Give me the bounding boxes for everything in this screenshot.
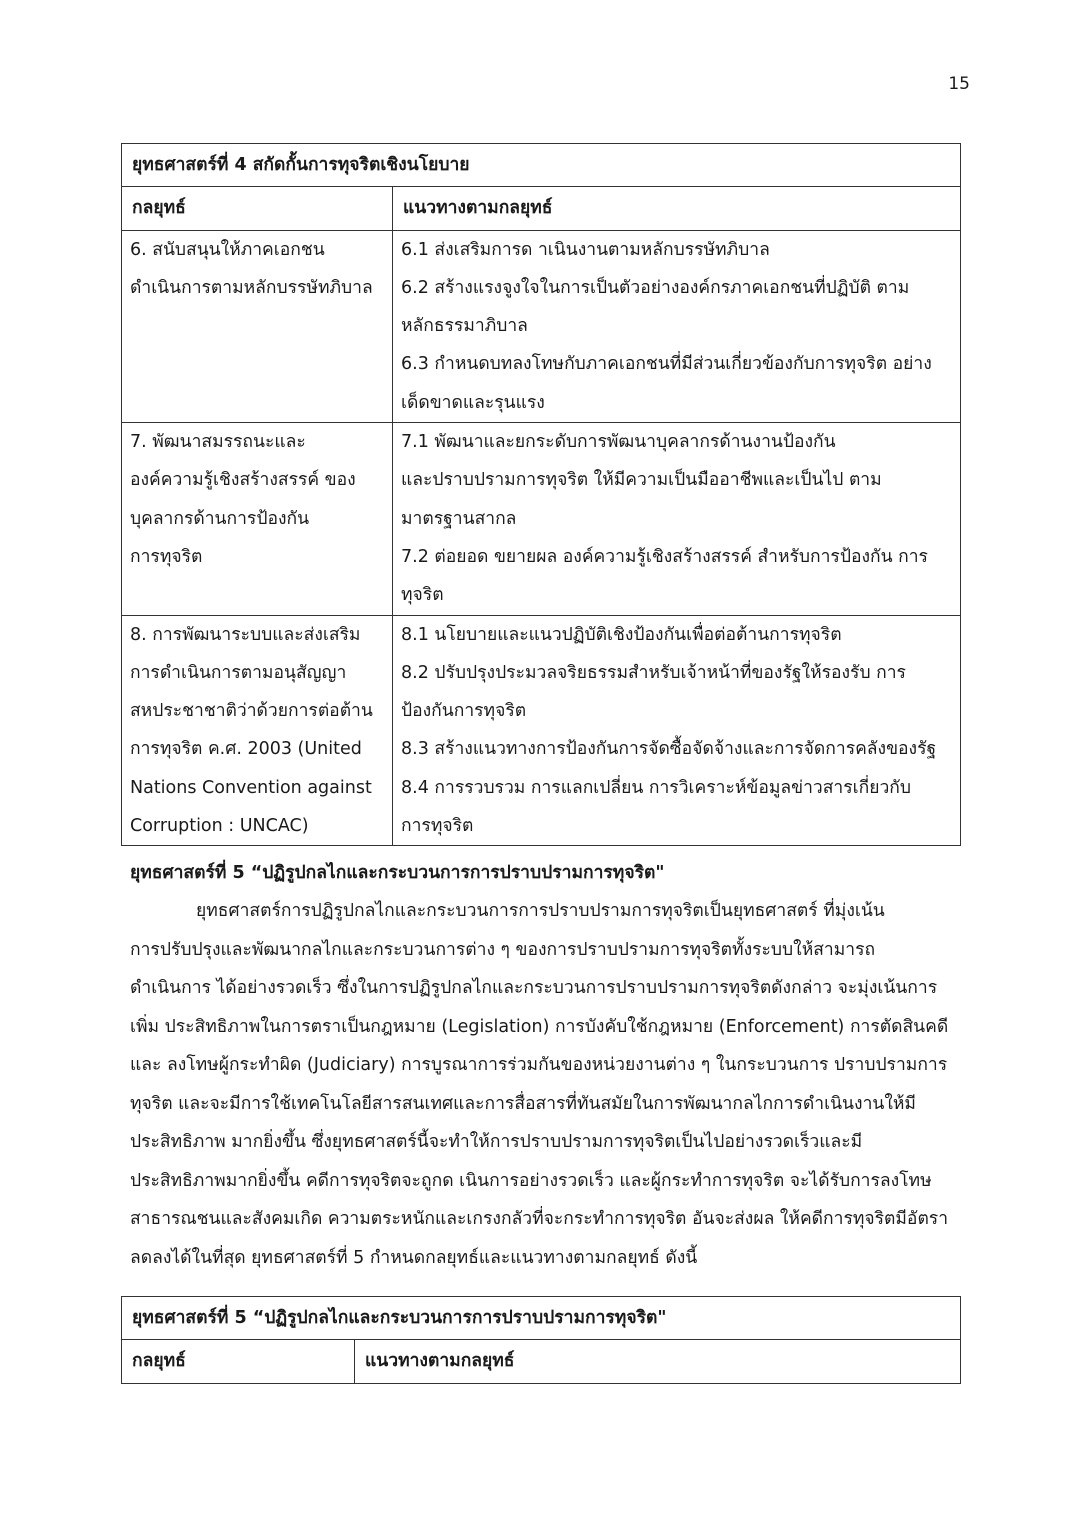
paragraph-line: ลดลงได้ในที่สุด ยุทธศาสตร์ที่ 5 กำหนดกลยุทธ์และแนวทางตามกลยุทธ์ ดังนี้ [130,1247,698,1268]
strategy-line: Corruption : UNCAC) [130,816,309,837]
strategy-line: องค์ความรู้เชิงสร้างสรรค์ ของ [130,470,356,491]
guideline-line: ทุจริต [401,585,444,606]
paragraph-line: การปรับปรุงและพัฒนากลไกและกระบวนการต่าง ๆ ของการปราบปรามการทุจริตทั้งระบบให้สามารถ [130,939,876,960]
guideline-line: หลักธรรมาภิบาล [401,316,528,337]
guideline-line: และปราบปรามการทุจริต ให้มีความเป็นมืออาชีพและเป็นไป ตาม [401,470,882,491]
guideline-line: 7.1 พัฒนาและยกระดับการพัฒนาบุคลากรด้านงานป้องกัน [401,432,836,453]
strategy-line: การทุจริต ค.ศ. 2003 (United [130,739,362,760]
paragraph-line: ดำเนินการ ได้อย่างรวดเร็ว ซึ่งในการปฏิรูปกลไกและกระบวนการปราบปรามการทุจริตดังกล่าว จะมุ่งเน้นการ [130,978,938,998]
strategy-cell [122,423,393,615]
section-heading: ยุทธศาสตร์ที่ 5 “ปฏิรูปกลไกและกระบวนการการปราบปรามการทุจริต" [130,863,665,883]
strategy-line: สหประชาชาติว่าด้วยการต่อต้าน [130,701,373,722]
guideline-line: มาตรฐานสากล [401,508,517,529]
table-row [122,230,961,422]
strategy-line: บุคลากรด้านการป้องกัน [130,508,310,529]
guidelines-cell [393,423,961,615]
page-number: 15 [948,74,970,94]
strategy-4-table [121,143,961,846]
column-header-strategy: กลยุทธ์ [122,187,393,230]
guideline-line: ป้องกันการทุจริต [401,701,527,722]
paragraph-line: ประสิทธิภาพมากยิ่งขึ้น คดีการทุจริตจะถูกด เนินการอย่างรวดเร็ว และผู้กระทำการทุจริต จะได้รับการลงโทษ [130,1170,932,1191]
table-title: ยุทธศาสตร์ที่ 5 “ปฏิรูปกลไกและกระบวนการการปราบปรามการทุจริต" [122,1297,961,1340]
strategy-line: การดำเนินการตามอนุสัญญา [130,662,347,683]
paragraph-line: ประสิทธิภาพ มากยิ่งขึ้น ซึ่งยุทธศาสตร์นี้จะทำให้การปราบปรามการทุจริตเป็นไปอย่างรวดเร็วและมี [130,1132,863,1152]
strategy-5-table [121,1296,961,1384]
guideline-line: 8.3 สร้างแนวทางการป้องกันการจัดซื้อจัดจ้างและการจัดการคลังของรัฐ [401,739,937,760]
paragraph-line: ยุทธศาสตร์การปฏิรูปกลไกและกระบวนการการปราบปรามการทุจริตเป็นยุทธศาสตร์ ที่มุ่งเน้น [196,901,885,921]
guideline-line: 8.4 การรวบรวม การแลกเปลี่ยน การวิเคราะห์ข้อมูลข่าวสารเกี่ยวกับ [401,777,912,798]
column-header-guidelines: แนวทางตามกลยุทธ์ [393,187,961,230]
body-paragraph [130,892,970,1277]
guideline-line: 8.1 นโยบายและแนวปฏิบัติเชิงป้องกันเพื่อต่อต้านการทุจริต [401,624,842,645]
table-row [122,423,961,615]
strategy-line: 8. การพัฒนาระบบและส่งเสริม [130,624,361,645]
guideline-line: เด็ดขาดและรุนแรง [401,392,545,413]
strategy-cell [122,615,393,846]
paragraph-line: สาธารณชนและสังคมเกิด ความตระหนักและเกรงกลัวที่จะกระทำการทุจริต อันจะส่งผล ให้คดีการทุจริตมีอัตรา [130,1209,949,1229]
guideline-line: 7.2 ต่อยอด ขยายผล องค์ความรู้เชิงสร้างสรรค์ สำหรับการป้องกัน การ [401,546,928,567]
guideline-line: การทุจริต [401,816,474,837]
guidelines-cell [393,615,961,846]
column-header-strategy: กลยุทธ์ [122,1340,355,1383]
guideline-line: 6.2 สร้างแรงจูงใจในการเป็นตัวอย่างองค์กรภาคเอกชนที่ปฏิบัติ ตาม [401,277,910,298]
strategy-cell [122,230,393,422]
paragraph-line: เพิ่ม ประสิทธิภาพในการตราเป็นกฎหมาย (Legislation) การบังคับใช้กฎหมาย (Enforcement) การตัดสินคดี [130,1016,949,1037]
guideline-line: 8.2 ปรับปรุงประมวลจริยธรรมสำหรับเจ้าหน้าที่ของรัฐให้รองรับ การ [401,662,906,683]
strategy-line: 6. สนับสนุนให้ภาคเอกชน [130,239,325,260]
strategy-line: Nations Convention against [130,777,372,798]
table-title: ยุทธศาสตร์ที่ 4 สกัดกั้นการทุจริตเชิงนโยบาย [122,144,961,187]
strategy-line: ดำเนินการตามหลักบรรษัทภิบาล [130,277,373,298]
column-header-guidelines: แนวทางตามกลยุทธ์ [355,1340,961,1383]
strategy-line: 7. พัฒนาสมรรถนะและ [130,432,306,453]
guideline-line: 6.1 ส่งเสริมการด าเนินงานตามหลักบรรษัทภิบาล [401,239,770,260]
guideline-line: 6.3 กำหนดบทลงโทษกับภาคเอกชนที่มีส่วนเกี่ยวข้องกับการทุจริต อย่าง [401,354,932,375]
paragraph-line: ทุจริต และจะมีการใช้เทคโนโลยีสารสนเทศและการสื่อสารที่ทันสมัยในการพัฒนากลไกการดำเนินงานให้มี [130,1093,916,1114]
paragraph-line: และ ลงโทษผู้กระทำผิด (Judiciary) การบูรณาการร่วมกันของหน่วยงานต่าง ๆ ในกระบวนการ ปราบปรามการ [130,1055,948,1075]
strategy-line: การทุจริต [130,546,203,567]
guidelines-cell [393,230,961,422]
table-row [122,615,961,846]
